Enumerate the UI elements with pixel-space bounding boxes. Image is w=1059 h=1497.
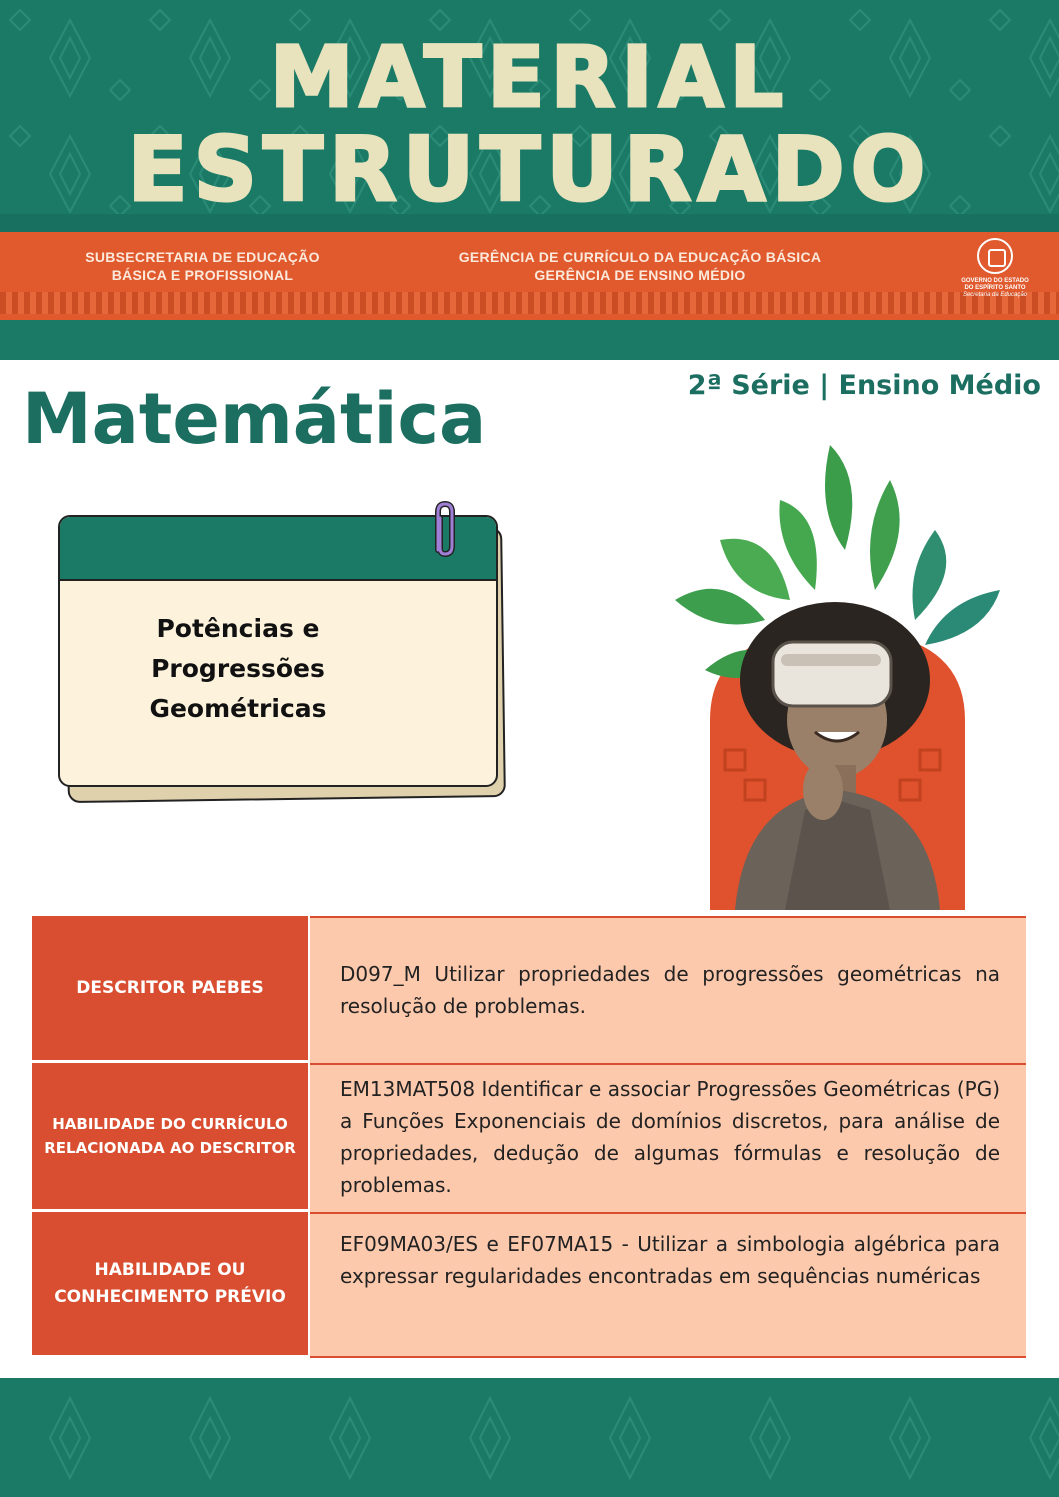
header-title-line2: ESTRUTURADO	[127, 118, 932, 221]
header-title-line1: MATERIAL	[269, 28, 790, 126]
org-band-pattern	[0, 292, 1059, 314]
state-crest	[955, 238, 1035, 316]
row-content: EM13MAT508 Identificar e associar Progressões Geométricas (PG) a Funções Exponenciais de domínios discretos, para análise de propriedades, dedução de algumas fórmulas e resolução de problemas.	[310, 1063, 1026, 1212]
footer-pattern	[0, 1378, 1059, 1497]
grade-label: 2ª Série | Ensino Médio	[687, 370, 1041, 401]
table-row	[32, 1063, 1026, 1212]
row-label: HABILIDADE OU CONHECIMENTO PRÉVIO	[32, 1212, 308, 1358]
table-row	[32, 916, 1026, 1063]
row-label: HABILIDADE DO CURRÍCULO RELACIONADA AO DESCRITOR	[32, 1063, 308, 1212]
table-row	[32, 1212, 1026, 1358]
paperclip-icon	[428, 500, 460, 560]
footer-banner	[0, 1378, 1059, 1497]
header-bottom-strip	[0, 320, 1059, 360]
row-content: D097_M Utilizar propriedades de progressões geométricas na resolução de problemas.	[310, 916, 1026, 1063]
left-org-text: SUBSECRETARIA DE EDUCAÇÃO BÁSICA E PROFISSIONAL	[85, 249, 320, 283]
center-org-text: GERÊNCIA DE CURRÍCULO DA EDUCAÇÃO BÁSICA GERÊNCIA DE ENSINO MÉDIO	[458, 249, 822, 283]
row-content: EF09MA03/ES e EF07MA15 - Utilizar a simbologia algébrica para expressar regularidades encontradas em sequências numéricas	[310, 1212, 1026, 1358]
subject-title: Matemática	[22, 378, 487, 460]
student-vr-illustration	[665, 420, 1010, 910]
topic-card-text: Potências e Progressões Geométricas	[149, 614, 327, 723]
crest-text: GOVERNO DO ESTADO DO ESPÍRITO SANTO Secretaria da Educação	[961, 278, 1029, 298]
header-banner	[0, 0, 1059, 232]
state-crest-icon	[977, 238, 1013, 274]
table-bottom-border	[310, 1356, 1026, 1358]
row-label: DESCRITOR PAEBES	[32, 916, 308, 1063]
